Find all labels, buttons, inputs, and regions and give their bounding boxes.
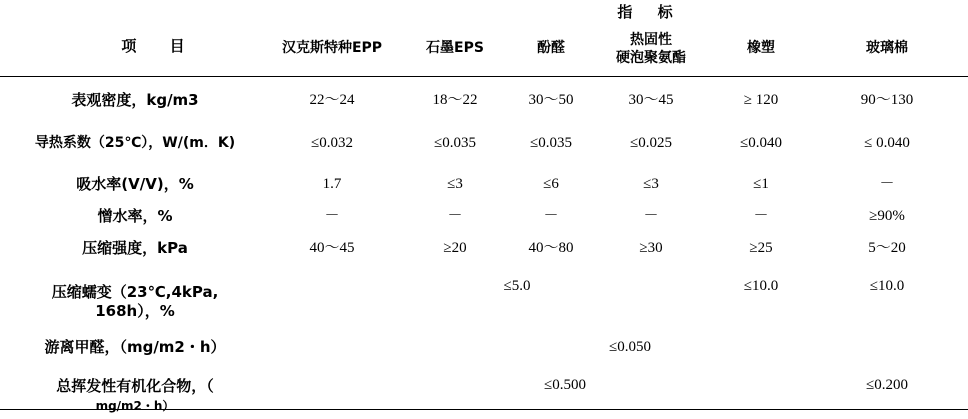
table-cell: ≤0.040 (740, 135, 782, 151)
column-header-epp: 汉克斯特种EPP (281, 40, 383, 56)
table-cell: － (543, 208, 559, 224)
table-cell-merged: ≤0.050 (609, 339, 651, 355)
table-cell: ≤0.035 (530, 135, 572, 151)
row-label-free-formaldehyde: 游离甲醛，（mg/m2・h） (44, 338, 226, 356)
table-cell: ≥25 (749, 240, 773, 256)
header-divider (0, 76, 968, 77)
table-cell: ≤3 (643, 176, 659, 192)
column-header-rubber-plastic: 橡塑 (747, 40, 775, 56)
row-label-thermal-conductivity: 导热系数（25℃），W/(m．K) (34, 135, 236, 151)
table-cell-merged: ≤0.500 (544, 377, 586, 393)
table-cell: － (879, 176, 895, 192)
row-label-compressive-creep-line1: 压缩蠕变（23℃,4kPa, (51, 283, 219, 301)
footer-divider (0, 409, 968, 410)
table-cell: 1.7 (322, 176, 342, 192)
item-header: 项 目 (121, 37, 199, 55)
row-label-hydrophobicity: 憎水率，% (97, 207, 173, 225)
table-cell: ≤ 0.040 (864, 135, 910, 151)
column-header-phenolic: 酚醛 (537, 40, 565, 56)
row-label-compressive-creep-line2: 168h），% (95, 301, 175, 320)
table-cell: － (324, 208, 340, 224)
table-cell: ≥ 120 (743, 92, 779, 108)
table-cell: ≤0.200 (866, 377, 908, 393)
row-label-water-absorption: 吸水率(V/V)，% (76, 175, 194, 193)
column-header-polyurethane-line1: 热固性 (630, 32, 672, 48)
column-header-glass-wool: 玻璃棉 (866, 40, 908, 56)
table-cell: 30～45 (628, 92, 674, 108)
table-cell: ≤3 (447, 176, 463, 192)
table-cell: 30～50 (528, 92, 574, 108)
table-cell: ≥90% (869, 208, 905, 224)
table-cell: ≤6 (543, 176, 559, 192)
table-cell: ≤0.025 (630, 135, 672, 151)
table-cell: ≤10.0 (743, 278, 779, 294)
table-cell: 18～22 (432, 92, 478, 108)
row-label-tvoc-line1: 总挥发性有机化合物，（ (56, 377, 214, 395)
table-cell-merged: ≤5.0 (503, 278, 531, 294)
row-label-compressive-creep (10, 283, 260, 321)
table-cell: － (753, 208, 769, 224)
table-cell: 40～45 (309, 240, 355, 256)
indicator-header: 指 标 (617, 3, 683, 21)
table-cell: ≥20 (443, 240, 467, 256)
table-cell: 90～130 (860, 92, 914, 108)
row-label-compressive-strength: 压缩强度，kPa (82, 239, 188, 257)
table-cell: ≤0.035 (434, 135, 476, 151)
table-cell: ≥30 (639, 240, 663, 256)
table-cell: 22～24 (309, 92, 355, 108)
column-header-polyurethane (588, 32, 714, 67)
table-cell: － (643, 208, 659, 224)
table-cell: ≤1 (753, 176, 769, 192)
row-label-apparent-density: 表观密度，kg/m3 (71, 91, 199, 109)
table-cell: 40～80 (528, 240, 574, 256)
column-header-polyurethane-line2: 硬泡聚氨酯 (616, 49, 686, 66)
row-label-tvoc-line2: mg/m2・h） (95, 398, 175, 413)
column-header-graphite-eps: 石墨EPS (426, 40, 484, 56)
table-cell: ≤10.0 (869, 278, 905, 294)
table-cell: ≤0.032 (311, 135, 353, 151)
table-cell: － (447, 208, 463, 224)
table-cell: 5～20 (868, 240, 906, 256)
